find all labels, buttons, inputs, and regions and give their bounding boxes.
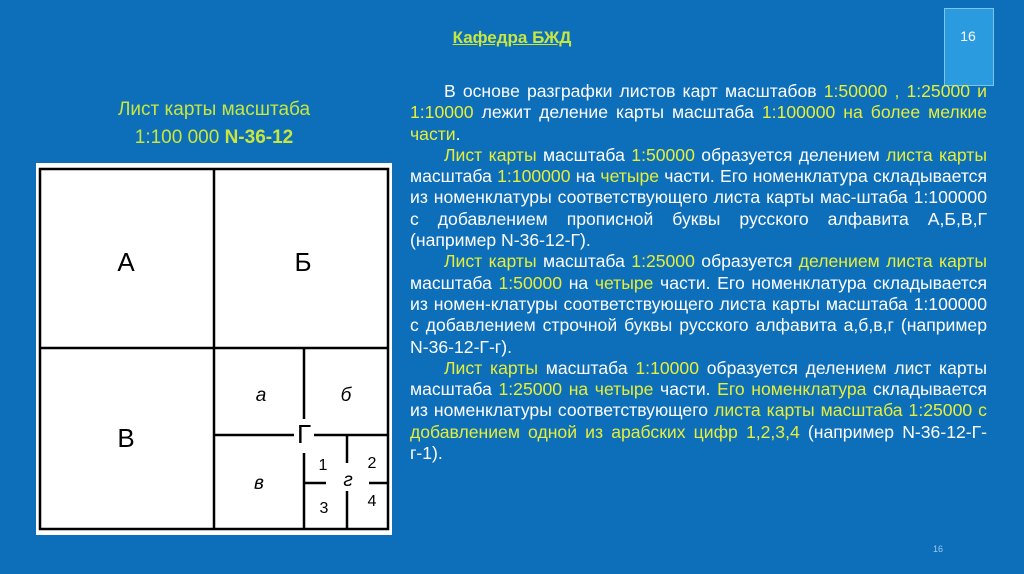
- map-caption-line1: Лист карты масштаба: [117, 99, 311, 120]
- label-2: 2: [367, 455, 377, 472]
- label-1: 1: [318, 457, 328, 474]
- paragraph-4: Лист карты масштаба 1:10000 образуется делением лист карты масштаба 1:25000 на четыре части. Его номенклатура складывается из номенклатуры соответствующего листа карты масштаба 1:25000 с добавлением одной из арабских цифр 1,2,3,4 (например N-36-12-Г-г-1).: [410, 357, 988, 464]
- map-caption-code: N-36-12: [224, 127, 294, 148]
- map-division-svg: [36, 163, 392, 535]
- header-title: Кафедра БЖД: [452, 28, 572, 47]
- label-3: 3: [319, 500, 329, 517]
- paragraph-1: В основе разграфки листов карт масштабов 1:50000 , 1:25000 и 1:10000 лежит деление карты масштаба 1:100000 на более мелкие части.: [410, 81, 987, 144]
- footer-page-number: 16: [933, 544, 944, 554]
- paragraph-2: Лист карты масштаба 1:50000 образуется делением листа карты масштаба 1:100000 на четыре части. Его номенклатура складывается из номенклатуры соответствующего листа карты мас-штаба 1:100000 с добавлением прописной буквы русского алфавита А,Б,В,Г (например N-36-12-Г).: [410, 144, 987, 251]
- label-A: А: [117, 247, 135, 277]
- page-badge: [944, 8, 994, 86]
- label-G: Г: [296, 419, 312, 449]
- paragraph-3: Лист карты масштаба 1:25000 образуется делением листа карты масштаба 1:50000 на четыре части. Его номенклатура складывается из номен-клатуры соответствующего листа карты масштаба 1:100000 с добавлением строчной буквы русского алфавита а,б,в,г (например N-36-12-Г-г).: [410, 251, 987, 357]
- label-b: б: [340, 385, 352, 406]
- label-g: г: [343, 470, 353, 491]
- body-text: [410, 81, 987, 464]
- map-caption-line2: [36, 124, 392, 152]
- label-V: В: [117, 423, 135, 453]
- label-v: в: [254, 473, 264, 494]
- page-badge-number: 16: [960, 28, 976, 44]
- label-4: 4: [367, 493, 377, 510]
- map-sheet-diagram: [36, 163, 392, 535]
- label-B: Б: [294, 247, 312, 277]
- label-a: а: [255, 385, 267, 406]
- map-caption-scale: 1:100 000: [134, 127, 225, 148]
